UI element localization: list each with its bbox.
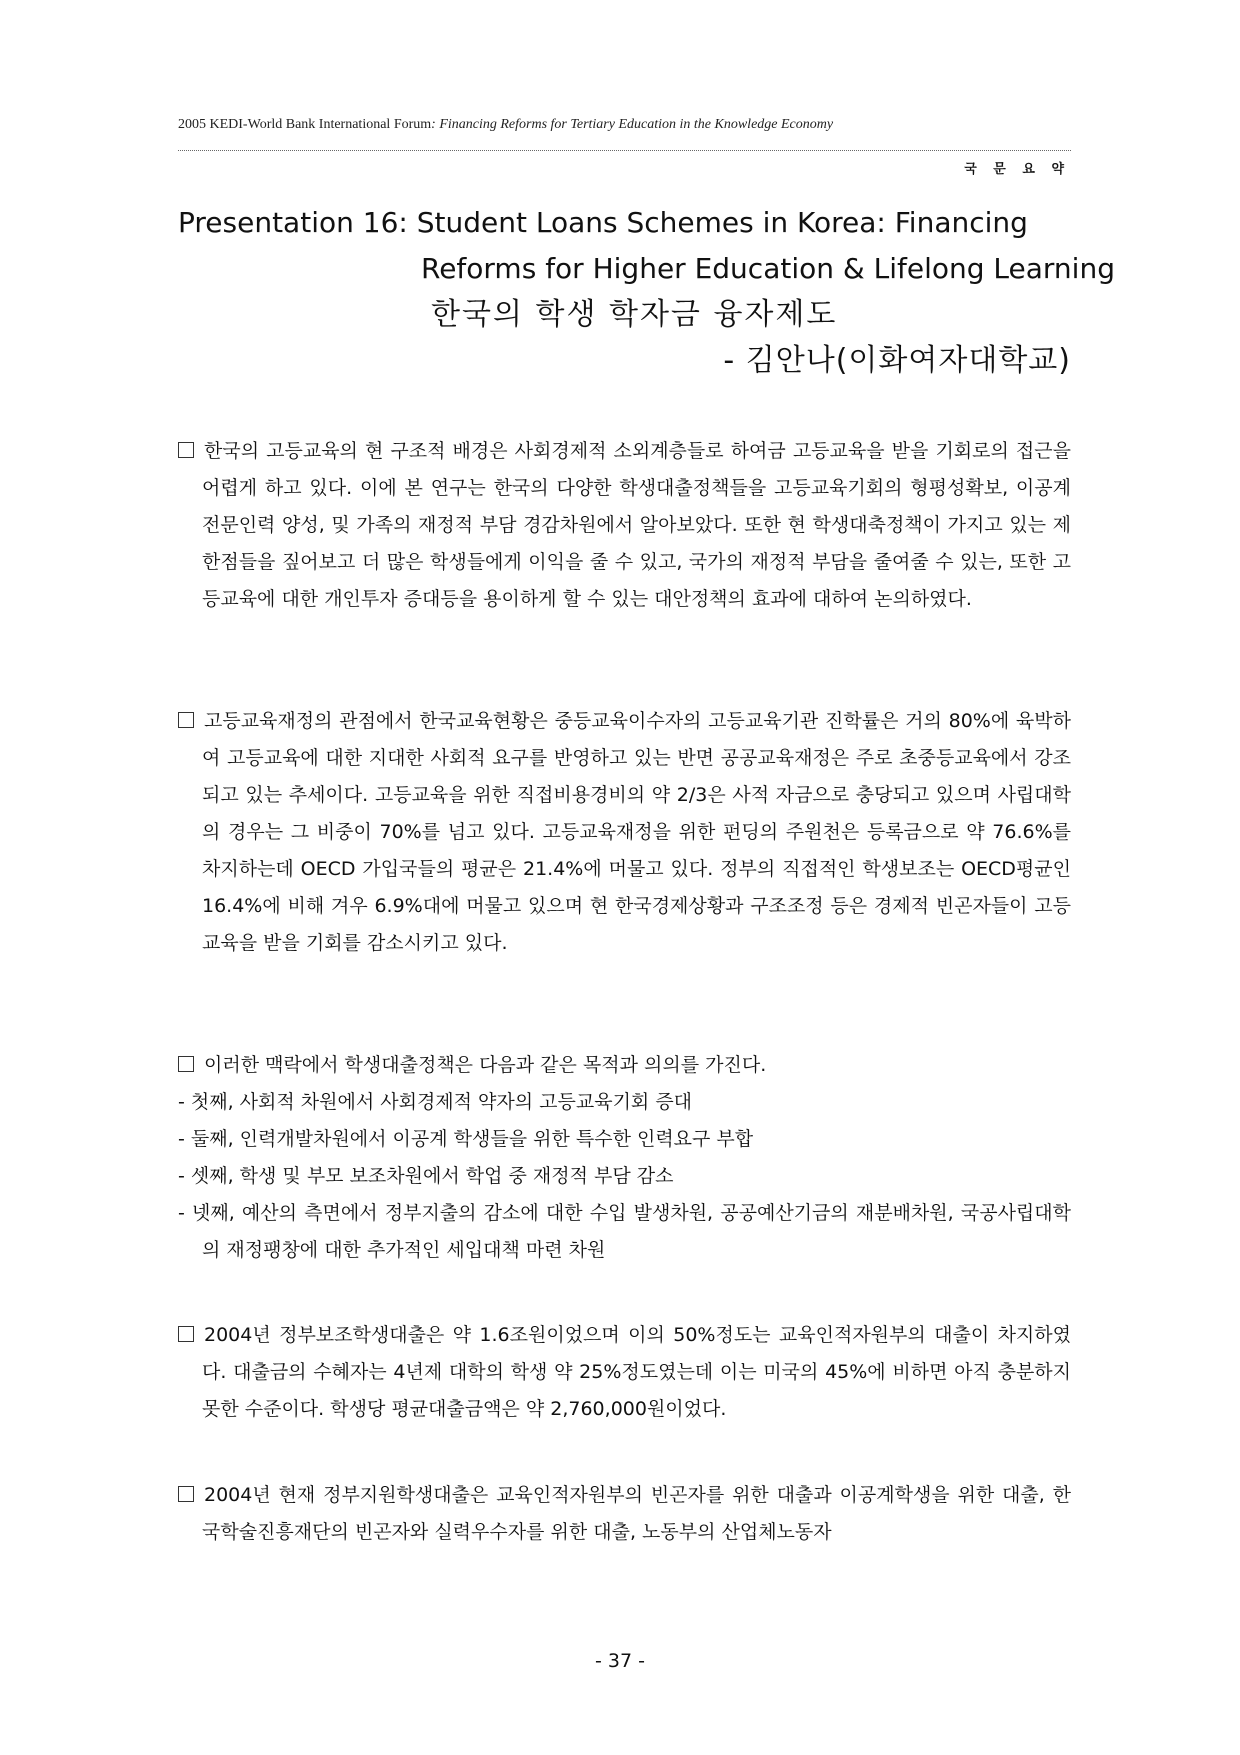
header-rule <box>178 150 1071 151</box>
list-item: - 둘째, 인력개발차원에서 이공계 학생들을 위한 특수한 인력요구 부합 <box>178 1128 754 1150</box>
paragraph-2 <box>178 703 1071 962</box>
paragraph-5 <box>178 1477 1071 1551</box>
title-line-2: Reforms for Higher Education & Lifelong Learning <box>421 252 1115 285</box>
paragraph-3 <box>178 1047 1071 1269</box>
page-number: - 37 - <box>595 1650 645 1672</box>
paragraph-5-text: 2004년 현재 정부지원학생대출은 교육인적자원부의 빈곤자를 위한 대출과 이공계학생을 위한 대출, 한국학술진흥재단의 빈곤자와 실력우수자를 위한 대출, 노동부의 산업체노동자 <box>202 1484 1071 1543</box>
checkbox-bullet-icon <box>178 1056 194 1072</box>
forum-name: 2005 KEDI-World Bank International Forum <box>178 117 432 132</box>
running-header <box>178 117 833 133</box>
paragraph-1-text: 한국의 고등교육의 현 구조적 배경은 사회경제적 소외계층들로 하여금 고등교육을 받을 기회로의 접근을 어렵게 하고 있다. 이에 본 연구는 한국의 다양한 학생대출정책들을 고등교육기회의 형평성확보, 이공계 전문인력 양성, 및 가족의 재정적 부담 경감차원에서 알아보았다. 또한 현 학생대축정책이 가지고 있는 제한점들을 짚어보고 더 많은 학생들에게 이익을 줄 수 있고, 국가의 재정적 부담을 줄여줄 수 있는, 또한 고등교육에 대한 개인투자 증대등을 용이하게 할 수 있는 대안정책의 효과에 대하여 논의하였다. <box>202 440 1071 610</box>
checkbox-bullet-icon <box>178 442 194 458</box>
paragraph-1 <box>178 433 1071 618</box>
section-label: 국 문 요 약 <box>964 162 1070 177</box>
checkbox-bullet-icon <box>178 1326 194 1342</box>
title-korean: 한국의 학생 학자금 융자제도 <box>431 297 838 332</box>
paragraph-4 <box>178 1317 1071 1428</box>
paragraph-2-text: 고등교육재정의 관점에서 한국교육현황은 중등교육이수자의 고등교육기관 진학률은 거의 80%에 육박하여 고등교육에 대한 지대한 사회적 요구를 반영하고 있는 반면 공공교육재정은 주로 초중등교육에서 강조되고 있는 추세이다. 고등교육을 위한 직접비용경비의 약 2/3은 사적 자금으로 충당되고 있으며 사립대학의 경우는 그 비중이 70%를 넘고 있다. 고등교육재정을 위한 펀딩의 주원천은 등록금으로 약 76.6%를 차지하는데 OECD 가입국들의 평균은 21.4%에 머물고 있다. 정부의 직접적인 학생보조는 OECD평균인 16.4%에 비해 겨우 6.9%대에 머물고 있으며 현 한국경제상황과 구조조정 등은 경제적 빈곤자들이 고등교육을 받을 기회를 감소시키고 있다. <box>202 710 1071 954</box>
forum-subtitle: : Financing Reforms for Tertiary Education in the Knowledge Economy <box>431 117 834 132</box>
title-author: - 김안나(이화여자대학교) <box>723 343 1071 378</box>
list-item: - 셋째, 학생 및 부모 보조차원에서 학업 중 재정적 부담 감소 <box>178 1165 674 1187</box>
checkbox-bullet-icon <box>178 712 194 728</box>
list-item: - 첫째, 사회적 차원에서 사회경제적 약자의 고등교육기회 증대 <box>178 1091 693 1113</box>
paragraph-4-text: 2004년 정부보조학생대출은 약 1.6조원이었으며 이의 50%정도는 교육인적자원부의 대출이 차지하였다. 대출금의 수혜자는 4년제 대학의 학생 약 25%정도였는데 이는 미국의 45%에 비하면 아직 충분하지 못한 수준이다. 학생당 평균대출금액은 약 2,760,000원이었다. <box>202 1324 1071 1420</box>
list-item: - 넷째, 예산의 측면에서 정부지출의 감소에 대한 수입 발생차원, 공공예산기금의 재분배차원, 국공사립대학의 재정팽창에 대한 추가적인 세입대책 마련 차원 <box>178 1202 1071 1261</box>
presentation-title <box>178 200 1115 384</box>
paragraph-3-intro: 이러한 맥락에서 학생대출정책은 다음과 같은 목적과 의의를 가진다. <box>204 1054 767 1076</box>
title-line-1: Presentation 16: Student Loans Schemes in Korea: Financing <box>178 206 1028 239</box>
checkbox-bullet-icon <box>178 1486 194 1502</box>
